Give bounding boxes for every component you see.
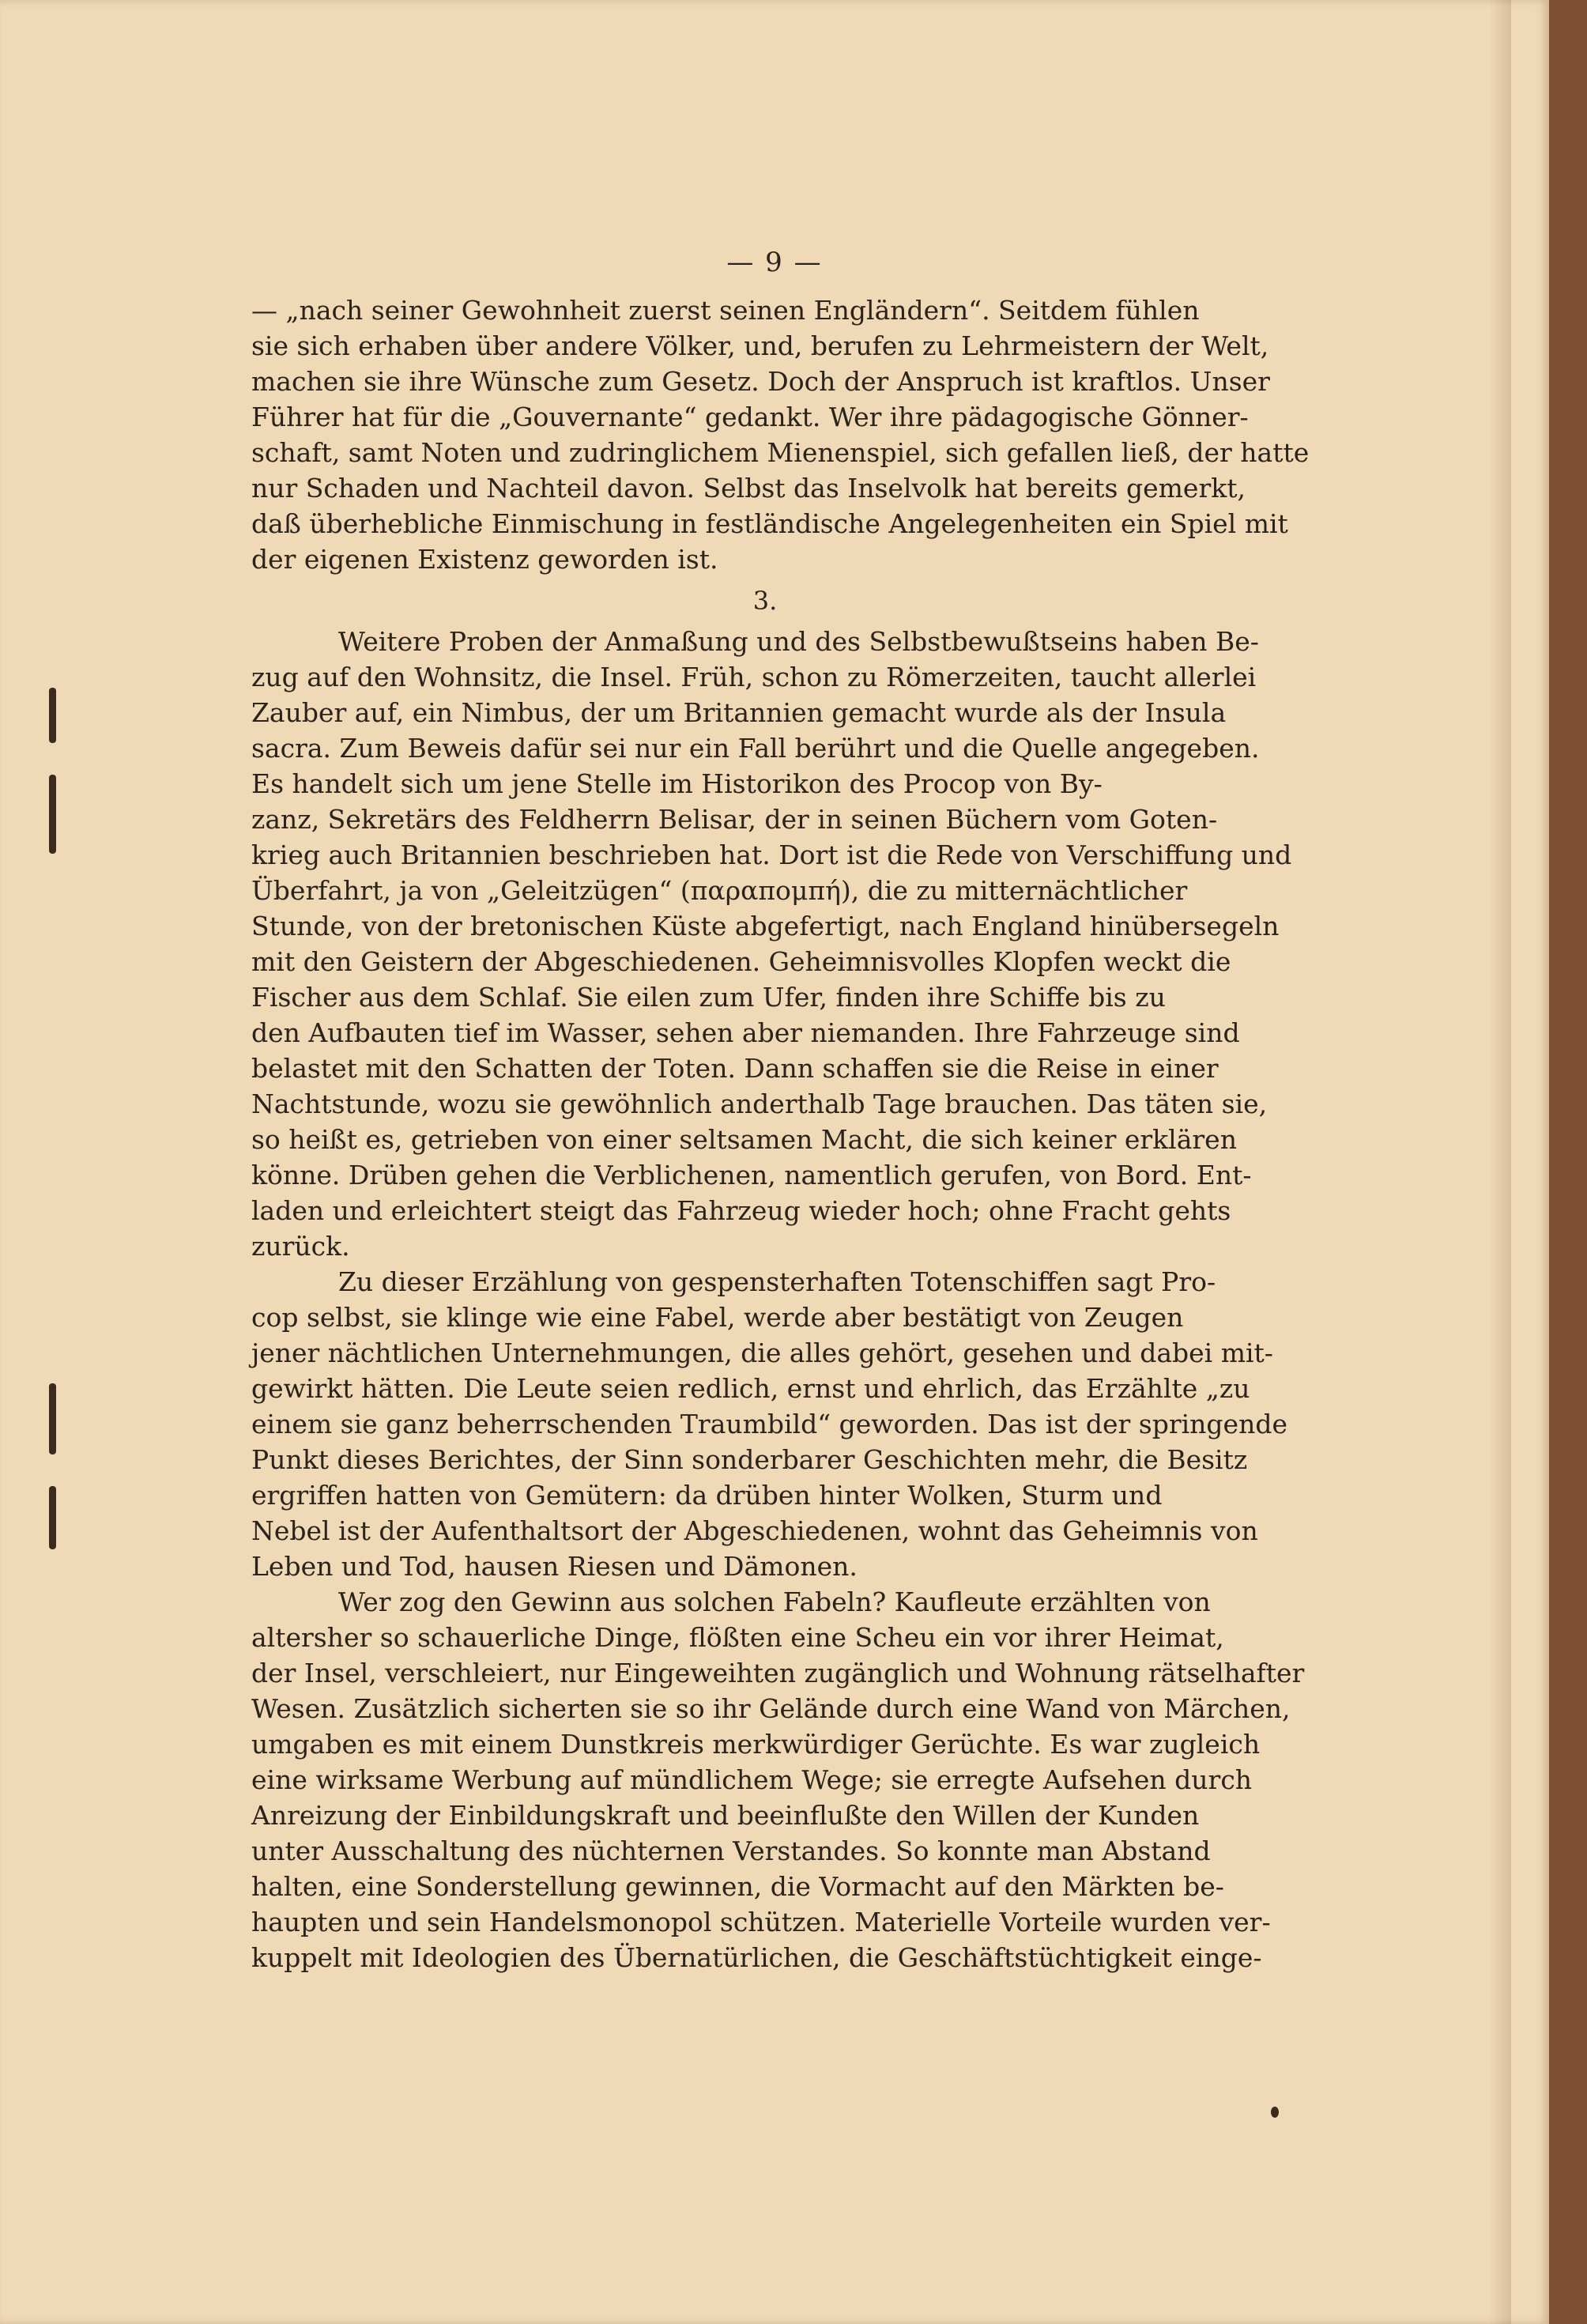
text-line: der eigenen Existenz geworden ist. bbox=[251, 544, 718, 575]
text-line: zanz, Sekretärs des Feldherrn Belisar, der in seinen Büchern vom Goten- bbox=[251, 804, 1218, 835]
text-line: sacra. Zum Beweis dafür sei nur ein Fall berührt und die Quelle angegeben. bbox=[251, 733, 1260, 764]
text-line: den Aufbauten tief im Wasser, sehen aber niemanden. Ihre Fahrzeuge sind bbox=[251, 1017, 1240, 1048]
text-line: schaft, samt Noten und zudringlichem Mienenspiel, sich gefallen ließ, der hatte bbox=[251, 437, 1310, 468]
text-line: zug auf den Wohnsitz, die Insel. Früh, schon zu Römerzeiten, taucht allerlei bbox=[251, 662, 1257, 692]
text-line: jener nächtlichen Unternehmungen, die alles gehört, gesehen und dabei mit- bbox=[251, 1337, 1273, 1368]
paragraph-2 bbox=[251, 624, 1292, 1264]
text-line: Leben und Tod, hausen Riesen und Dämonen. bbox=[251, 1551, 858, 1582]
text-line: unter Ausschaltung des nüchternen Verstandes. So konnte man Abstand bbox=[251, 1835, 1211, 1866]
text-line: umgaben es mit einem Dunstkreis merkwürdiger Gerüchte. Es war zugleich bbox=[251, 1729, 1261, 1760]
text-line: altersher so schauerliche Dinge, flößten eine Scheu ein vor ihrer Heimat, bbox=[251, 1622, 1224, 1653]
page-edge-shadow bbox=[1489, 0, 1511, 2324]
text-line: Wesen. Zusätzlich sicherten sie so ihr Gelände durch eine Wand von Märchen, bbox=[251, 1693, 1291, 1724]
text-line: laden und erleichtert steigt das Fahrzeug wieder hoch; ohne Fracht gehts bbox=[251, 1195, 1231, 1226]
text-line: nur Schaden und Nachteil davon. Selbst das Inselvolk hat bereits gemerkt, bbox=[251, 473, 1246, 504]
text-line: gewirkt hätten. Die Leute seien redlich, ernst und ehrlich, das Erzählte „zu bbox=[251, 1373, 1250, 1404]
text-line: Stunde, von der bretonischen Küste abgefertigt, nach England hinübersegeln bbox=[251, 911, 1280, 941]
text-line: zurück. bbox=[251, 1231, 350, 1262]
paragraph-3 bbox=[251, 1264, 1287, 1584]
text-line: machen sie ihre Wünsche zum Gesetz. Doch der Anspruch ist kraftlos. Unser bbox=[251, 366, 1270, 397]
text-line: Zu dieser Erzählung von gespensterhaften Totenschiffen sagt Pro- bbox=[338, 1266, 1216, 1297]
binding-thread-mark bbox=[49, 775, 56, 854]
text-line: der Insel, verschleiert, nur Eingeweihten zugänglich und Wohnung rätselhafter bbox=[251, 1658, 1305, 1688]
section-number: 3. bbox=[752, 586, 778, 616]
text-line: cop selbst, sie klinge wie eine Fabel, werde aber bestätigt von Zeugen bbox=[251, 1302, 1184, 1333]
text-line: Wer zog den Gewinn aus solchen Fabeln? Kaufleute erzählten von bbox=[338, 1586, 1211, 1617]
text-line: Zauber auf, ein Nimbus, der um Britannien gemacht wurde als der Insula bbox=[251, 697, 1227, 728]
binding-thread-mark bbox=[49, 688, 56, 743]
text-line: kuppelt mit Ideologien des Übernatürlichen, die Geschäftstüchtigkeit einge- bbox=[251, 1942, 1262, 1973]
text-line: Führer hat für die „Gouvernante“ gedankt. Wer ihre pädagogische Gönner- bbox=[251, 402, 1249, 432]
text-line: belastet mit den Schatten der Toten. Dann schaffen sie die Reise in einer bbox=[251, 1053, 1219, 1084]
text-line: Anreizung der Einbildungskraft und beeinflußte den Willen der Kunden bbox=[251, 1800, 1200, 1831]
text-line: Punkt dieses Berichtes, der Sinn sonderbarer Geschichten mehr, die Besitz bbox=[251, 1444, 1248, 1475]
text-line: einem sie ganz beherrschenden Traumbild“ geworden. Das ist der springende bbox=[251, 1409, 1287, 1439]
text-line: eine wirksame Werbung auf mündlichem Wege; sie erregte Aufsehen durch bbox=[251, 1764, 1253, 1795]
text-line: Nachtstunde, wozu sie gewöhnlich anderthalb Tage brauchen. Das täten sie, bbox=[251, 1088, 1268, 1119]
paragraph-4 bbox=[251, 1584, 1305, 1975]
text-line: so heißt es, getrieben von einer seltsamen Macht, die sich keiner erklären bbox=[251, 1124, 1237, 1155]
body-text bbox=[251, 292, 1310, 1975]
text-line: — „nach seiner Gewohnheit zuerst seinen Engländern“. Seitdem fühlen bbox=[251, 295, 1200, 326]
text-line: krieg auch Britannien beschrieben hat. Dort ist die Rede von Verschiffung und bbox=[251, 839, 1292, 870]
page-number: — 9 — bbox=[726, 247, 823, 278]
binding-thread-mark bbox=[49, 1486, 56, 1549]
text-line: Es handelt sich um jene Stelle im Historikon des Procop von By- bbox=[251, 768, 1103, 799]
text-line: könne. Drüben gehen die Verblichenen, namentlich gerufen, von Bord. Ent- bbox=[251, 1160, 1252, 1190]
text-line: daß überhebliche Einmischung in festländische Angelegenheiten ein Spiel mit bbox=[251, 508, 1288, 539]
text-line: ergriffen hatten von Gemütern: da drüben hinter Wolken, Sturm und bbox=[251, 1480, 1163, 1511]
text-line: halten, eine Sonderstellung gewinnen, die Vormacht auf den Märkten be- bbox=[251, 1871, 1224, 1902]
binding-thread-mark bbox=[49, 1383, 56, 1454]
paragraph-1 bbox=[251, 292, 1310, 577]
ink-speck bbox=[1271, 2107, 1279, 2118]
text-line: Fischer aus dem Schlaf. Sie eilen zum Ufer, finden ihre Schiffe bis zu bbox=[251, 982, 1166, 1013]
text-line: Überfahrt, ja von „Geleitzügen“ (παραπομπή), die zu mitternächtlicher bbox=[251, 875, 1188, 906]
text-line: Weitere Proben der Anmaßung und des Selbstbewußtseins haben Be- bbox=[338, 626, 1259, 657]
text-line: Nebel ist der Aufenthaltsort der Abgeschiedenen, wohnt das Geheimnis von bbox=[251, 1515, 1258, 1546]
text-line: sie sich erhaben über andere Völker, und, berufen zu Lehrmeistern der Welt, bbox=[251, 330, 1269, 361]
text-line: mit den Geistern der Abgeschiedenen. Geheimnisvolles Klopfen weckt die bbox=[251, 946, 1231, 977]
text-line: haupten und sein Handelsmonopol schützen. Materielle Vorteile wurden ver- bbox=[251, 1907, 1271, 1937]
